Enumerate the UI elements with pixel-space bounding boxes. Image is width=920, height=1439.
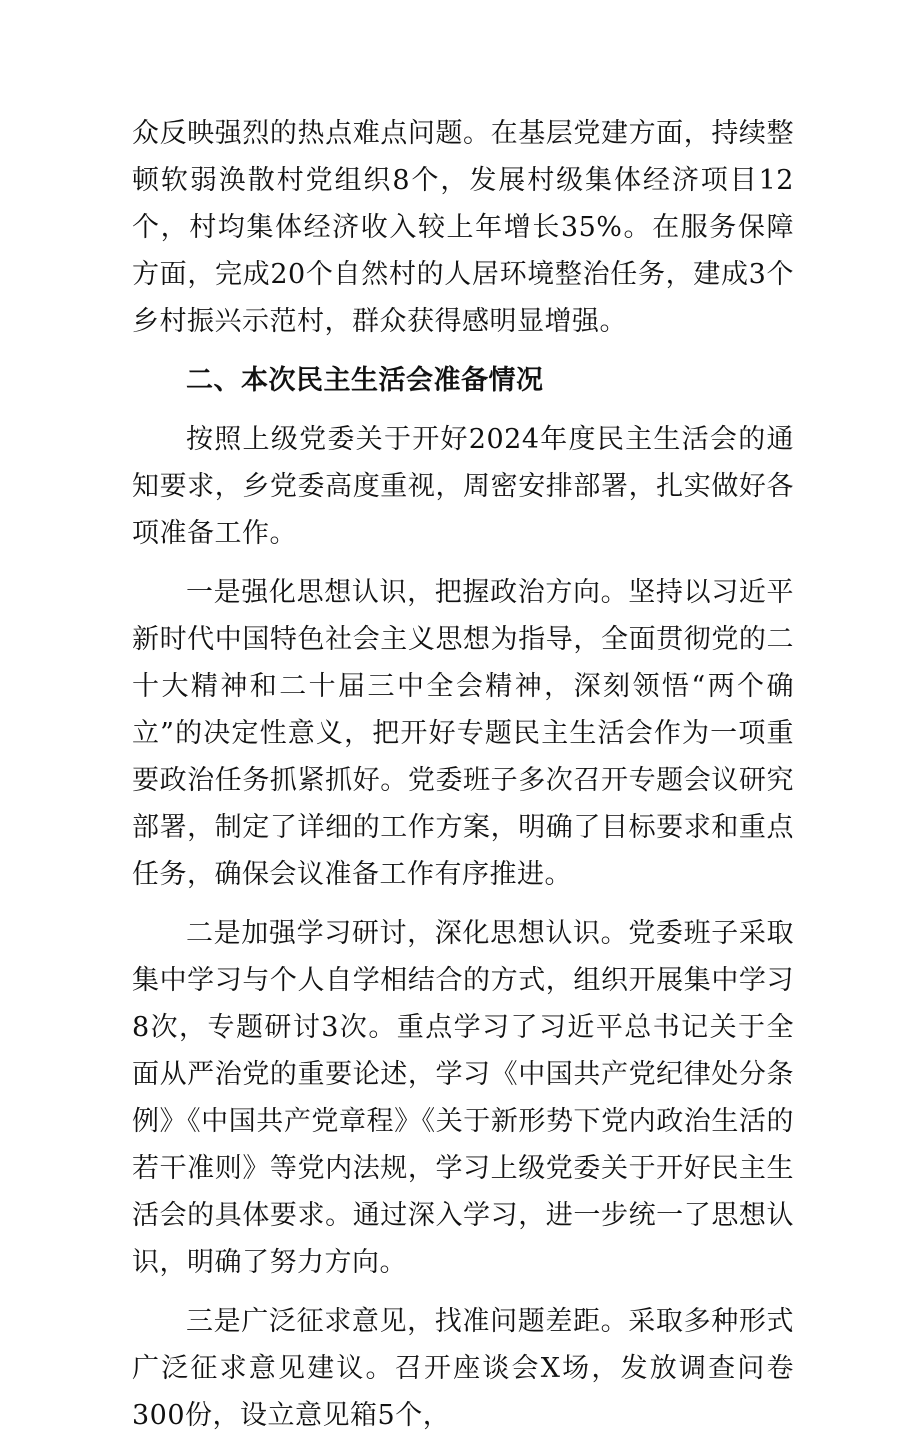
document-body — [132, 110, 794, 1439]
paragraph-solicit-opinions: 三是广泛征求意见，找准问题差距。采取多种形式广泛征求意见建议。召开座谈会X场，发放调查问卷300份，设立意见箱5个， — [132, 1306, 794, 1431]
paragraph-service-results: 众反映强烈的热点难点问题。在基层党建方面，持续整顿软弱涣散村党组织8个，发展村级集体经济项目12个，村均集体经济收入较上年增长35%。在服务保障方面，完成20个自然村的人居环境整治任务，建成3个乡村振兴示范村，群众获得感明显增强。 — [132, 118, 794, 337]
section-heading-preparation: 二、本次民主生活会准备情况 — [186, 365, 544, 396]
paragraph-study-seminar: 二是加强学习研讨，深化思想认识。党委班子采取集中学习与个人自学相结合的方式，组织开展集中学习8次，专题研讨3次。重点学习了习近平总书记关于全面从严治党的重要论述，学习《中国共产党纪律处分条例》《中国共产党章程》《关于新形势下党内政治生活的若干准则》等党内法规，学习上级党委关于开好民主生活会的具体要求。通过深入学习，进一步统一了思想认识，明确了努力方向。 — [132, 918, 794, 1278]
paragraph-ideological-awareness: 一是强化思想认识，把握政治方向。坚持以习近平新时代中国特色社会主义思想为指导，全面贯彻党的二十大精神和二十届三中全会精神，深刻领悟“两个确立”的决定性意义，把开好专题民主生活会作为一项重要政治任务抓紧抓好。党委班子多次召开专题会议研究部署，制定了详细的工作方案，明确了目标要求和重点任务，确保会议准备工作有序推进。 — [132, 577, 794, 890]
paragraph-preparation-intro: 按照上级党委关于开好2024年度民主生活会的通知要求，乡党委高度重视，周密安排部署，扎实做好各项准备工作。 — [132, 424, 794, 549]
